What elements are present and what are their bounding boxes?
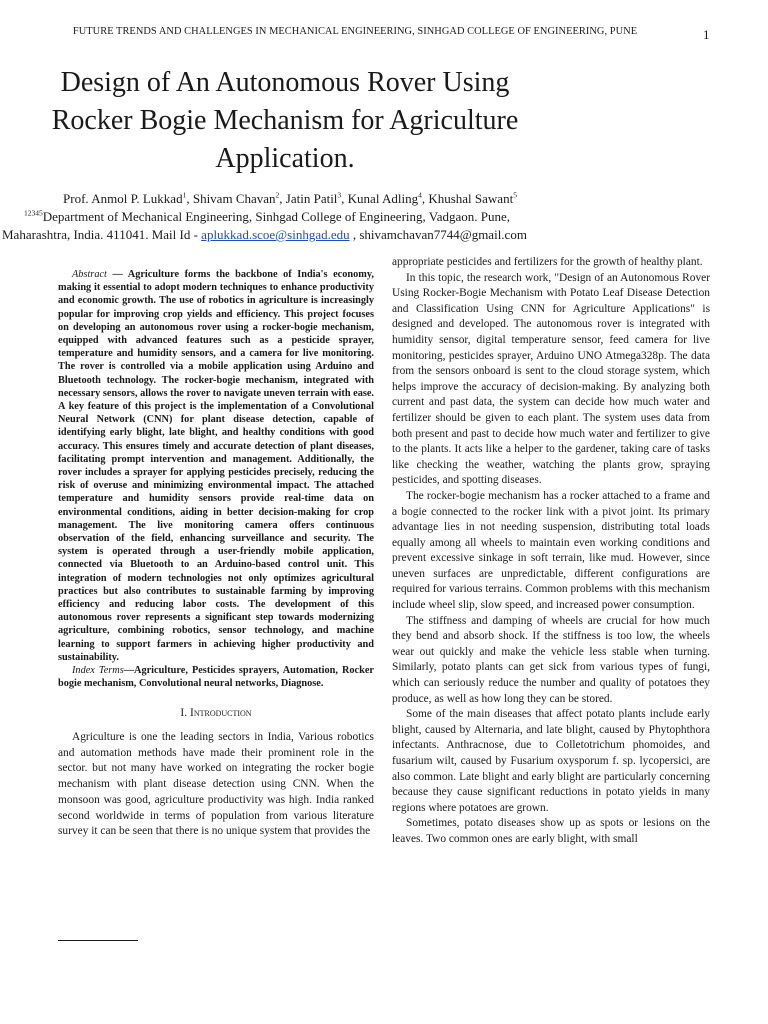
email-separator: , bbox=[349, 227, 360, 242]
index-terms-text: —Agriculture, Pesticides sprayers, Automation, Rocker bogie mechanism, Convolutional neural networks, Diagnose. bbox=[58, 665, 374, 690]
section-title: Introduction bbox=[189, 706, 252, 719]
author-name: Kunal Adling bbox=[347, 191, 419, 206]
page-number: 1 bbox=[703, 27, 710, 42]
affiliation-line-1 bbox=[24, 209, 510, 225]
affiliation-text: Department of Mechanical Engineering, Sinhgad College of Engineering, Vadgaon. Pune, bbox=[42, 209, 511, 224]
abstract-label: Abstract bbox=[72, 269, 107, 280]
email-link-1[interactable]: aplukkad.scoe@sinhgad.edu bbox=[201, 227, 350, 242]
author-name: Prof. Anmol P. Lukkad bbox=[63, 191, 183, 206]
section-number: I. bbox=[180, 706, 190, 719]
author-separator: , bbox=[186, 191, 193, 206]
index-terms-label: Index Terms bbox=[72, 665, 124, 677]
author-name: Jatin Patil bbox=[285, 191, 338, 206]
author-name: Khushal Sawant bbox=[428, 191, 514, 206]
author-separator: , bbox=[341, 191, 348, 206]
body-paragraph: appropriate pesticides and fertilizers for the growth of healthy plant. bbox=[392, 256, 703, 268]
abstract-paragraph bbox=[58, 268, 374, 664]
right-column bbox=[392, 255, 710, 848]
body-paragraph: The rocker-bogie mechanism has a rocker attached to a frame and a bogie connected to the rocker link with a pivot joint. Its primary advantage lies in not needing suspension, distributing total loads equally among all wheels to maintain even working conditions and prevent excessive sinkage in soft terrain, like mud. However, since uneven surfaces are unpredictable, different configurations are required for various terrains. Common problems with this mechanism include wheel slip, slow speed, and increased power consumption. bbox=[392, 489, 710, 612]
email-2: shivamchavan7744@gmail.com bbox=[359, 227, 527, 242]
paper-title: Design of An Autonomous Rover Using Rocker Bogie Mechanism for Agriculture Application. bbox=[51, 67, 519, 174]
intro-paragraph: Agriculture is one the leading sectors in India, Various robotics and automation methods have made their prominent role in the sector. but not many have worked on integrating the rocker bogie mechanism with plant disease detection using CNN. When the monsoon was good, agriculture productivity was high. India ranked second worldwide in terms of population from various literature survey it can be seen that there is no unique system that provides the bbox=[58, 730, 374, 838]
index-terms-paragraph bbox=[58, 664, 374, 690]
author-separator: , bbox=[279, 191, 286, 206]
running-header: FUTURE TRENDS AND CHALLENGES IN MECHANICAL ENGINEERING, SINHGAD COLLEGE OF ENGINEERING, PUNE bbox=[72, 26, 638, 37]
abstract-text: — Agriculture forms the backbone of India's economy, making it essential to adopt modern techniques to enhance productivity and economic growth. The use of robotics in agriculture is increasingly popular for improving crop yields and efficiency. This project focuses on developing an autonomous rover using a rocker-bogie mechanism, equipped with advanced features such as a pesticide sprayer, temperature and humidity sensors, and a camera for live monitoring. The rover is controlled via a mobile application using Arduino and Bluetooth technology. The rocker-bogie mechanism, integrated with necessary sensors, allows the rover to navigate uneven terrain with ease. A key feature of this project is the implementation of a Convolutional Neural Network (CNN) for plant disease detection, capable of identifying early blight, late blight, and healthy conditions with good accuracy. This ensures timely and accurate detection of plant diseases, facilitating prompt intervention and management. Additionally, the rover includes a sprayer for applying pesticides precisely, reducing the risk of overuse and minimizing environmental impact. The attached temperature and humidity sensors provide real-time data on environmental conditions, aiding in better decision-making for crop management. The live monitoring camera offers continuous observation of the field, enhancing surveillance and security. The system is operated through a user-friendly mobile application, connected via Bluetooth to an Arduino-based control unit. This integration of modern technologies not only optimizes agricultural practices but also contributes to sustainable farming by improving efficiency and reducing labor costs. The development of this autonomous rover represents a significant step towards modernizing agriculture, combining robotics, sensor technology, and machine learning to support farmers in achieving higher productivity and sustainability. bbox=[58, 269, 374, 663]
author-superscript: 2 bbox=[275, 190, 280, 200]
affiliation-address: Maharashtra, India. 411041. Mail Id - bbox=[2, 227, 202, 242]
footnote-divider bbox=[58, 940, 138, 941]
body-paragraph: In this topic, the research work, "Design of an Autonomous Rover Using Rocker-Bogie Mechanism with Potato Leaf Disease Detection and Classification Using CNN for Agriculture Applications" is designed and developed. The autonomous rover is integrated with humidity sensor, digital temperature sensor, feed camera for live monitoring, pesticides sprayer, Arduino UNO Atmega328p. The data from the sensors onboard is sent to the cloud storage system, which helps improve the accuracy of decision-making. By analyzing both current and past data, the system can decide how much water and fertilizer should be given to each plant. The system uses data from both present and past to decide how much water and fertilizer to give to the plants. It acts like a helper to the gardener, taking care of tasks like checking the weather, watching the plants grow, spraying pesticides, and spotting diseases. bbox=[392, 271, 710, 487]
author-superscript: 5 bbox=[513, 190, 517, 200]
body-paragraph: Sometimes, potato diseases show up as spots or lesions on the leaves. Two common ones are early blight, with small bbox=[392, 817, 710, 845]
author-separator: , bbox=[421, 191, 429, 206]
affiliation-line-2 bbox=[2, 227, 527, 243]
body-paragraph: Some of the main diseases that affect potato plants include early blight, caused by Alternaria, and late blight, caused by Phytophthora infectants. Anthracnose, due to Colletotrichum phomoides, and fusarium wilt, caused by Fusarium oxysporum f. sp. lycopersici, are also common. Late blight and early blight are particularly concerning because they cause significant reductions in potato yields in many regions where potatoes are grown. bbox=[392, 708, 710, 814]
author-superscript: 4 bbox=[418, 190, 422, 200]
author-superscript: 1 bbox=[182, 190, 187, 200]
author-list bbox=[0, 191, 580, 207]
author-superscript: 3 bbox=[337, 190, 342, 200]
affiliation-superscript: 12345 bbox=[24, 208, 43, 218]
body-paragraph: The stiffness and damping of wheels are crucial for how much they bend and absorb shock. If the stiffness is too low, the wheels wear out quickly and make the vehicle less stable when turning. Similarly, potato plants can get sick from various types of fungi, which can seriously reduce the number and quality of potatoes they produce, as well as how long they can be stored. bbox=[392, 614, 710, 705]
section-heading-introduction bbox=[58, 707, 374, 720]
author-name: Shivam Chavan bbox=[192, 191, 276, 206]
left-column bbox=[58, 268, 374, 840]
